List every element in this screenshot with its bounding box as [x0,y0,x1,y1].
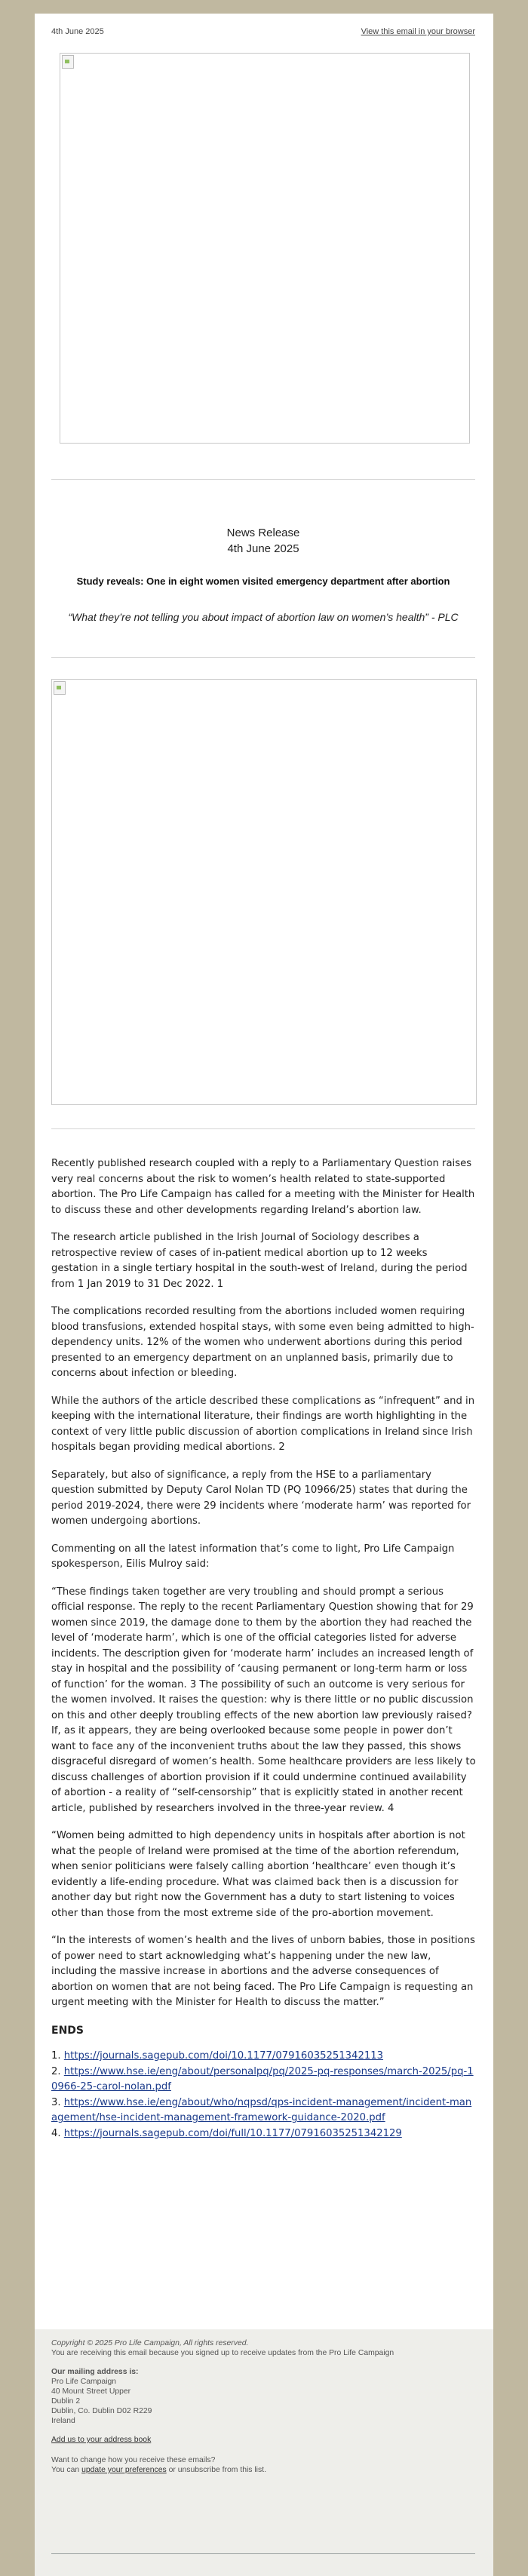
reference-item [51,2126,477,2142]
unsubscribe-text: or unsubscribe from this list. [168,2466,266,2474]
update-preferences-link[interactable]: update your preferences [81,2466,167,2474]
paragraph: While the authors of the article described these complications as “infrequent” and in keeping with the international literature, their findings are worth highlighting in the context of very little public discussion of abortion complications in Ireland since Irish hospitals began providing medical abortions. 2 [51,1395,475,1453]
references-list [51,2049,477,2142]
email-footer [35,2329,493,2576]
reference-item [51,2095,477,2126]
ends-label: ENDS [51,2024,84,2037]
news-release-block [51,525,475,557]
paragraph: “These findings taken together are very troubling and should prompt a serious official response. The reply to the recent Parliamentary Question showing that for 29 women since 2019, the damage done to them by the abortion they had reached the level of ‘moderate harm’, which is one of the official categories listed for adverse incidents. The description given for ‘moderate harm’ includes an increased length of stay in hospital and the possibility of ‘causing permanent or long-term harm or loss of function’ for the woman. 3 The possibility of such an outcome is very serious for the women involved. It raises the question: why is there little or no public discussion on this and other deeply troubling effects of the new abortion law previously raised? If, as it appears, they are being overlooked because some people in power don’t want to face any of the inconvenient truths about the law they passed, this shows disgraceful disregard of women’s health. Some healthcare providers are less likely to discuss challenges of abortion provision if it could undermine continued availability of abortion - a reality of “self-censorship” that is explicitly stated in another recent article, published by researchers involved in the three-year review. 4 [51,1586,476,1814]
preferences-line [51,2465,474,2475]
headline: Study reveals: One in eight women visited emergency department after abortion [76,576,450,587]
paragraph: The complications recorded resulting from the abortions included women requiring blood transfusions, extended hospital stays, with some even being admitted to high-dependency units. 12% of the women who underwent abortions during this period presented to an emergency department on an unplanned basis, primarily due to concerns about infection or bleeding. [51,1306,474,1379]
news-release-label: News Release [226,527,300,539]
view-in-browser-link[interactable]: View this email in your browser [361,27,475,36]
reference-link[interactable]: https://www.hse.ie/eng/about/personalpq/pq/2025-pq-responses/march-2025/pq-10966-25-carol-nolan.pdf [51,2065,474,2092]
add-to-address-book-link[interactable]: Add us to your address book [51,2436,152,2444]
copyright: Copyright © 2025 Pro Life Campaign, All rights reserved. [51,2339,249,2347]
broken-image-icon [54,681,66,695]
reference-number: 1. [51,2050,61,2062]
address-line: Dublin 2 [51,2397,81,2406]
reference-link[interactable]: https://www.hse.ie/eng/about/who/nqpsd/qps-incident-management/incident-management/hse-incident-management-framework-guidance-2020.pdf [51,2096,472,2123]
reference-link[interactable]: https://journals.sagepub.com/doi/10.1177/07916035251342113 [63,2050,384,2062]
header-image [60,53,470,444]
paragraph: Commenting on all the latest information that’s come to light, Pro Life Campaign spokesperson, Eilis Mulroy said: [51,1543,455,1570]
divider [51,657,475,658]
email-header [51,27,475,42]
divider [51,479,475,480]
paragraph: The research article published in the Irish Journal of Sociology describes a retrospective review of cases of in-patient medical abortion up to 12 weeks gestation in a single tertiary hospital in the south-west of Ireland, during the period from 1 Jan 2019 to 31 Dec 2022. 1 [51,1232,468,1290]
paragraph: Separately, but also of significance, a reply from the HSE to a parliamentary question submitted by Deputy Carol Nolan TD (PQ 10966/25) states that during the period 2019-2024, there were 29 incidents where ‘moderate harm’ was reported for women undergoing abortions. [51,1469,471,1527]
header-date: 4th June 2025 [51,27,104,36]
subscription-reason: You are receiving this email because you signed up to receive updates from the Pro Life Campaign [51,2349,394,2357]
reference-item [51,2049,477,2065]
address-line: 40 Mount Street Upper [51,2387,131,2396]
paragraph: Recently published research coupled with a reply to a Parliamentary Question raises very real concerns about the risk to women’s health related to state-supported abortion. The Pro Life Campaign has called for a meeting with the Minister for Health to discuss these and other developments regarding Ireland’s abortion law. [51,1158,475,1216]
address-line: Dublin, Co. Dublin D02 R229 [51,2407,152,2415]
reference-link[interactable]: https://journals.sagepub.com/doi/full/10.1177/07916035251342129 [63,2127,402,2139]
news-release-date: 4th June 2025 [227,542,299,555]
paragraph: “Women being admitted to high dependency units in hospitals after abortion is not what the people of Ireland were promised at the time of the abortion referendum, when senior politicians were falsely calling abortion ‘healthcare’ even though it’s evidently a life-ending procedure. What was claimed back then is a discussion for another day but right now the Government has a duty to start listening to voices other than those from the most extreme side of the pro-abortion movement. [51,1830,465,1919]
footer-divider [51,2553,475,2554]
address-line: Pro Life Campaign [51,2378,117,2386]
address-line: Ireland [51,2417,75,2425]
article-image [51,679,477,1105]
email-card [35,14,493,2576]
reference-number: 2. [51,2065,61,2077]
pull-quote: “What they’re not telling you about impact of abortion law on women’s health” - PLC [68,611,459,623]
mailing-address-label: Our mailing address is: [51,2368,139,2376]
reference-number: 3. [51,2096,61,2108]
broken-image-icon [62,55,74,69]
paragraph: “In the interests of women’s health and the lives of unborn babies, those in positions of power need to start acknowledging what’s happening under the new law, including the massive increase in abortions and the adverse consequences of abortion on women that are not being faced. The Pro Life Campaign is requesting an urgent meeting with the Minister for Health to discuss the matter.” [51,1935,475,2008]
article-body [51,1156,477,2142]
reference-item [51,2065,477,2095]
divider [51,1128,475,1129]
you-can-text: You can [51,2466,80,2474]
change-prompt: Want to change how you receive these emails? [51,2456,216,2464]
reference-number: 4. [51,2127,61,2139]
